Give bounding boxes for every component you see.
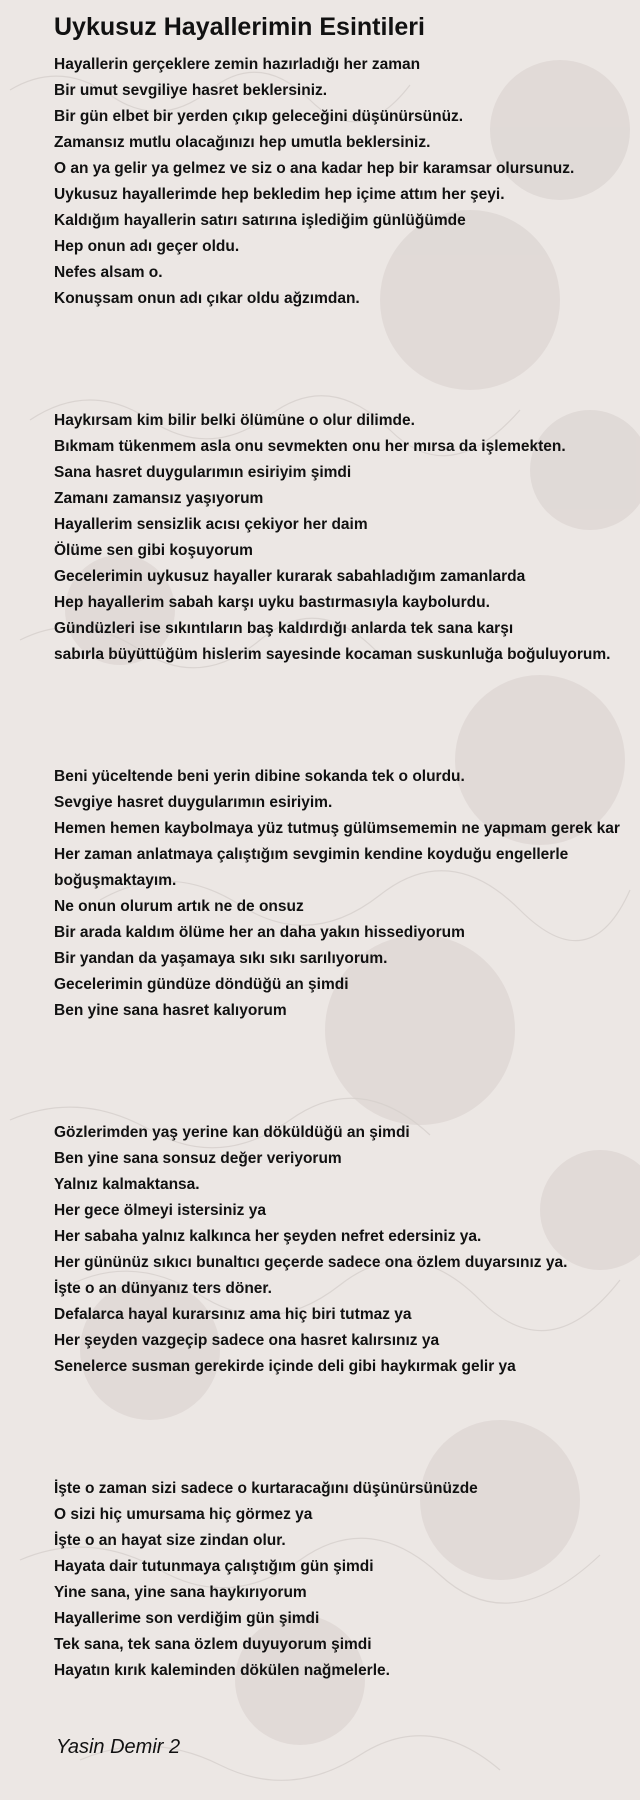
- poem-line: Yine sana, yine sana haykırıyorum: [54, 1584, 307, 1601]
- poem-line: O an ya gelir ya gelmez ve siz o ana kadar hep bir karamsar olursunuz.: [54, 160, 575, 177]
- poem-line: sabırla büyüttüğüm hislerim sayesinde kocaman suskunluğa boğuluyorum.: [54, 646, 611, 663]
- stanza-2: [54, 408, 640, 668]
- poem-line: İşte o zaman sizi sadece o kurtaracağını düşünürsünüzde: [54, 1480, 478, 1497]
- poem-line: Zamanı zamansız yaşıyorum: [54, 490, 264, 507]
- poem-line: İşte o an dünyanız ters döner.: [54, 1280, 272, 1297]
- poem-line: Sevgiye hasret duygularımın esiriyim.: [54, 794, 333, 811]
- poem-line: Konuşsam onun adı çıkar oldu ağzımdan.: [54, 290, 360, 307]
- poem-author: Yasin Demir 2: [56, 1736, 181, 1758]
- poem-line: Hayatın kırık kaleminden dökülen nağmelerle.: [54, 1662, 390, 1679]
- poem-line: Senelerce susman gerekirde içinde deli gibi haykırmak gelir ya: [54, 1358, 516, 1375]
- stanza-3: [54, 764, 640, 1024]
- poem-line: Her gününüz sıkıcı bunaltıcı geçerde sadece ona özlem duyarsınız ya.: [54, 1254, 568, 1271]
- poem-line: Hayata dair tutunmaya çalıştığım gün şimdi: [54, 1558, 374, 1575]
- poem-line: O sizi hiç umursama hiç görmez ya: [54, 1506, 313, 1523]
- poem-line: Ben yine sana hasret kalıyorum: [54, 1002, 287, 1019]
- poem-line: Bir yandan da yaşamaya sıkı sıkı sarılıyorum.: [54, 950, 388, 967]
- poem-line: Hep hayallerim sabah karşı uyku bastırmasıyla kaybolurdu.: [54, 594, 490, 611]
- poem-line: Tek sana, tek sana özlem duyuyorum şimdi: [54, 1636, 372, 1653]
- poem-line: Defalarca hayal kurarsınız ama hiç biri tutmaz ya: [54, 1306, 412, 1323]
- poem-line: Hep onun adı geçer oldu.: [54, 238, 240, 255]
- poem-line: boğuşmaktayım.: [54, 872, 177, 889]
- poem-line: Ben yine sana sonsuz değer veriyorum: [54, 1150, 342, 1167]
- poem-line: Her şeyden vazgeçip sadece ona hasret kalırsınız ya: [54, 1332, 440, 1349]
- poem-line: Gecelerimin uykusuz hayaller kurarak sabahladığım zamanlarda: [54, 568, 526, 585]
- poem-line: Ölüme sen gibi koşuyorum: [54, 542, 253, 559]
- poem-line: Gözlerimden yaş yerine kan döküldüğü an şimdi: [54, 1124, 410, 1141]
- poem-line: Bir gün elbet bir yerden çıkıp geleceğini düşünürsünüz.: [54, 108, 464, 125]
- poem-line: Beni yüceltende beni yerin dibine sokanda tek o olurdu.: [54, 768, 465, 785]
- poem-line: Nefes alsam o.: [54, 264, 163, 281]
- stanza-4: [54, 1120, 640, 1380]
- poem-line: Gecelerimin gündüze döndüğü an şimdi: [54, 976, 349, 993]
- poem-line: Hayallerin gerçeklere zemin hazırladığı her zaman: [54, 56, 421, 73]
- poem: [54, 10, 640, 1780]
- poem-line: Hemen hemen kaybolmaya yüz tutmuş gülümsememin ne yapmam gerek kar: [54, 820, 620, 837]
- poem-line: Haykırsam kim bilir belki ölümüne o olur dilimde.: [54, 412, 415, 429]
- poem-line: Uykusuz hayallerimde hep bekledim hep içime attım her şeyi.: [54, 186, 505, 203]
- stanza-5: [54, 1476, 640, 1684]
- poem-line: Her gece ölmeyi istersiniz ya: [54, 1202, 266, 1219]
- poem-line: Sana hasret duygularımın esiriyim şimdi: [54, 464, 352, 481]
- poem-line: Gündüzleri ise sıkıntıların baş kaldırdığı anlarda tek sana karşı: [54, 620, 514, 637]
- poem-line: Zamansız mutlu olacağınızı hep umutla beklersiniz.: [54, 134, 431, 151]
- poem-line: Hayallerim sensizlik acısı çekiyor her daim: [54, 516, 368, 533]
- poem-line: Bir arada kaldım ölüme her an daha yakın hissediyorum: [54, 924, 465, 941]
- poem-line: Yalnız kalmaktansa.: [54, 1176, 200, 1193]
- poem-line: Bıkmam tükenmem asla onu sevmekten onu her mırsa da işlemekten.: [54, 438, 566, 455]
- poem-line: Kaldığım hayallerin satırı satırına işlediğim günlüğümde: [54, 212, 466, 229]
- poem-line: Her sabaha yalnız kalkınca her şeyden nefret edersiniz ya.: [54, 1228, 482, 1245]
- poem-line: İşte o an hayat size zindan olur.: [54, 1532, 286, 1549]
- poem-line: Her zaman anlatmaya çalıştığım sevgimin kendine koyduğu engellerle: [54, 846, 569, 863]
- poem-title: Uykusuz Hayallerimin Esintileri: [54, 13, 425, 41]
- stanza-1: [54, 52, 640, 312]
- poem-line: Bir umut sevgiliye hasret beklersiniz.: [54, 82, 328, 99]
- poem-line: Ne onun olurum artık ne de onsuz: [54, 898, 304, 915]
- poem-line: Hayallerime son verdiğim gün şimdi: [54, 1610, 320, 1627]
